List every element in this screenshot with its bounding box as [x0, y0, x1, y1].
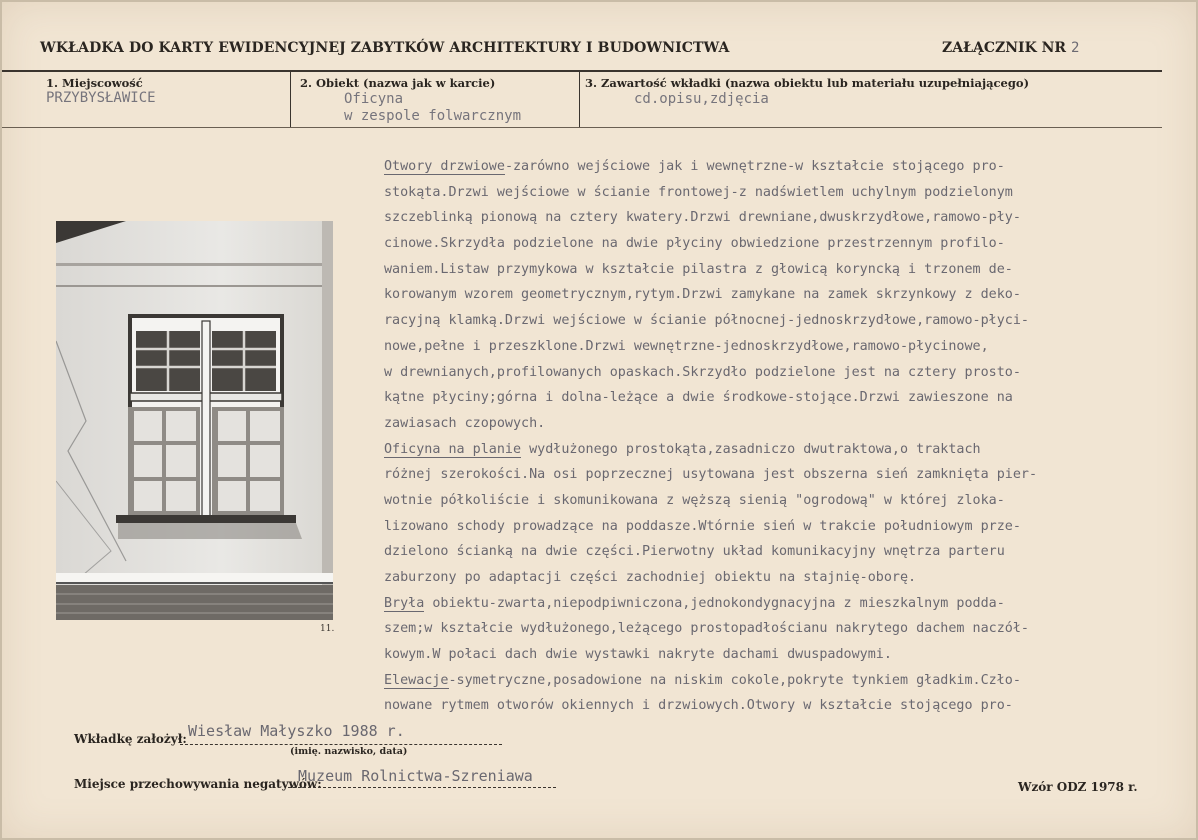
description-line-text: szem;w kształcie wydłużonego,leżącego prostopadłościanu nakrytego dachem naczół-: [384, 621, 1029, 637]
description-line-text: korowanym wzorem geometrycznym,rytym.Drzwi zamykane na zamek skrzynkowy z deko-: [384, 287, 1021, 303]
fields-rule: [2, 127, 1162, 128]
annex-label-text: ZAŁĄCZNIK NR: [942, 40, 1067, 56]
storage-label: Miejsce przechowywania negatywów:: [74, 777, 322, 791]
founded-caption: (imię. nazwisko, data): [290, 746, 408, 757]
description-line-text: nowe,pełne i przeszklone.Drzwi wewnętrzne-jednoskrzydłowe,ramowo-płycinowe,: [384, 338, 989, 354]
content-label: 3. Zawartość wkładki (nazwa obiektu lub materiału uzupełniającego): [585, 76, 1030, 90]
description-line-text: -zarówno wejściowe jak i wewnętrzne-w kształcie stojącego pro-: [504, 159, 1005, 174]
description-line-text: obiektu-zwarta,niepodpiwniczona,jednokondygnacyjna z mieszkalnym podda-: [424, 595, 1005, 611]
description-line: [384, 437, 1178, 463]
description-line: [384, 411, 1178, 437]
description-line-text: wydłużonego prostokąta,zasadniczo dwutraktowa,o traktach: [521, 441, 981, 457]
description-line: [384, 180, 1178, 206]
description-line: [384, 282, 1178, 308]
description-line: [384, 205, 1178, 231]
description-line-text: kowym.W połaci dach dwie wystawki nakryte dachami dwuspadowymi.: [384, 647, 892, 663]
annex-number: 2: [1070, 40, 1080, 56]
description-line-text: racyjną klamką.Drzwi wejściowe w ścianie północnej-jednoskrzydłowe,ramowo-płyci-: [384, 313, 1029, 329]
description-line: [384, 462, 1178, 488]
founded-label: Wkładkę założył:: [74, 732, 187, 746]
founded-value: Wiesław Małyszko 1988 r.: [188, 722, 405, 740]
description-line: [384, 385, 1178, 411]
description-line-text: lizowano schody prowadzące na poddasze.Wtórnie sień w trakcie południowym prze-: [384, 518, 1021, 534]
description-line: [384, 308, 1178, 334]
header-rule: [2, 70, 1162, 72]
description-line: [384, 360, 1178, 386]
storage-line: [288, 787, 556, 788]
object-value-line1: Oficyna: [344, 91, 404, 107]
description-line-text: dzielono ścianką na dwie części.Pierwotny układ komunikacyjny wnętrza parteru: [384, 544, 1005, 560]
section-heading: Otwory drzwiowe: [384, 159, 505, 174]
locality-label: 1. Miejscowość: [46, 76, 143, 90]
section-heading: Elewacje: [384, 672, 449, 688]
form-code: Wzór ODZ 1978 r.: [1018, 780, 1138, 794]
description-line-text: zaburzony po adaptacji części zachodniej obiektu na stajnię-oborę.: [384, 570, 917, 585]
description-line: [384, 488, 1178, 514]
locality-value: PRZYBYSŁAWICE: [46, 90, 156, 106]
description-line-text: szczeblinką pionową na cztery kwatery.Drzwi drewniane,dwuskrzydłowe,ramowo-pły-: [384, 210, 1021, 226]
description-line: [384, 154, 1178, 180]
description-line-text: różnej szerokości.Na osi poprzecznej usytowana jest obszerna sień zamknięta pier-: [384, 467, 1038, 483]
record-card: [2, 2, 1196, 838]
storage-value: Muzeum Rolnictwa-Szreniawa: [298, 767, 533, 785]
description-line: [384, 668, 1178, 694]
annex-label: [942, 40, 1079, 56]
description-line: [384, 693, 1178, 719]
description-line: [384, 591, 1178, 617]
description-line: [384, 257, 1178, 283]
description-line: [384, 642, 1178, 668]
object-label: 2. Obiekt (nazwa jak w karcie): [300, 76, 496, 90]
document-title: WKŁADKA DO KARTY EWIDENCYJNEJ ZABYTKÓW ARCHITEKTURY I BUDOWNICTWA: [40, 40, 730, 56]
window-photo: [56, 221, 333, 620]
founded-line: [180, 744, 502, 745]
photo-number: 11.: [320, 624, 335, 634]
field-divider: [579, 72, 580, 127]
description-text: [384, 154, 1178, 719]
description-line: [384, 514, 1178, 540]
description-line-text: waniem.Listaw przymykowa w kształcie pilastra z głowicą koryncką i trzonem de-: [384, 261, 1013, 277]
description-line-text: stokąta.Drzwi wejściowe w ścianie frontowej-z nadświetlem uchylnym podzielonym: [384, 184, 1013, 200]
section-heading: Bryła: [384, 595, 425, 611]
description-line: [384, 231, 1178, 257]
description-line: [384, 565, 1178, 591]
field-divider: [290, 72, 291, 127]
object-value-line2: w zespole folwarcznym: [344, 108, 522, 124]
description-line: [384, 334, 1178, 360]
content-value: cd.opisu,zdjęcia: [634, 91, 769, 107]
window-photo-drawing: [56, 221, 333, 620]
section-heading: Oficyna na planie: [384, 441, 522, 457]
description-line-text: nowane rytmem otworów okiennych i drzwiowych.Otwory w kształcie stojącego pro-: [384, 698, 1013, 714]
description-line-text: -symetryczne,posadowione na niskim cokole,pokryte tynkiem gładkim.Czło-: [448, 672, 1021, 688]
description-line-text: w drewnianych,profilowanych opaskach.Skrzydło podzielone jest na cztery prosto-: [384, 364, 1021, 380]
description-line-text: wotnie półkoliście i skomunikowana z węższą sienią "ogrodową" w której zloka-: [384, 492, 1005, 508]
description-line-text: cinowe.Skrzydła podzielone na dwie płyciny obwiedzione przestrzennym profilo-: [384, 236, 1005, 252]
description-line: [384, 539, 1178, 565]
description-line: [384, 616, 1178, 642]
description-line-text: kątne płyciny;górna i dolna-leżące a dwie środkowe-stojące.Drzwi zawieszone na: [384, 390, 1013, 406]
description-line-text: zawiasach czopowych.: [384, 415, 546, 431]
